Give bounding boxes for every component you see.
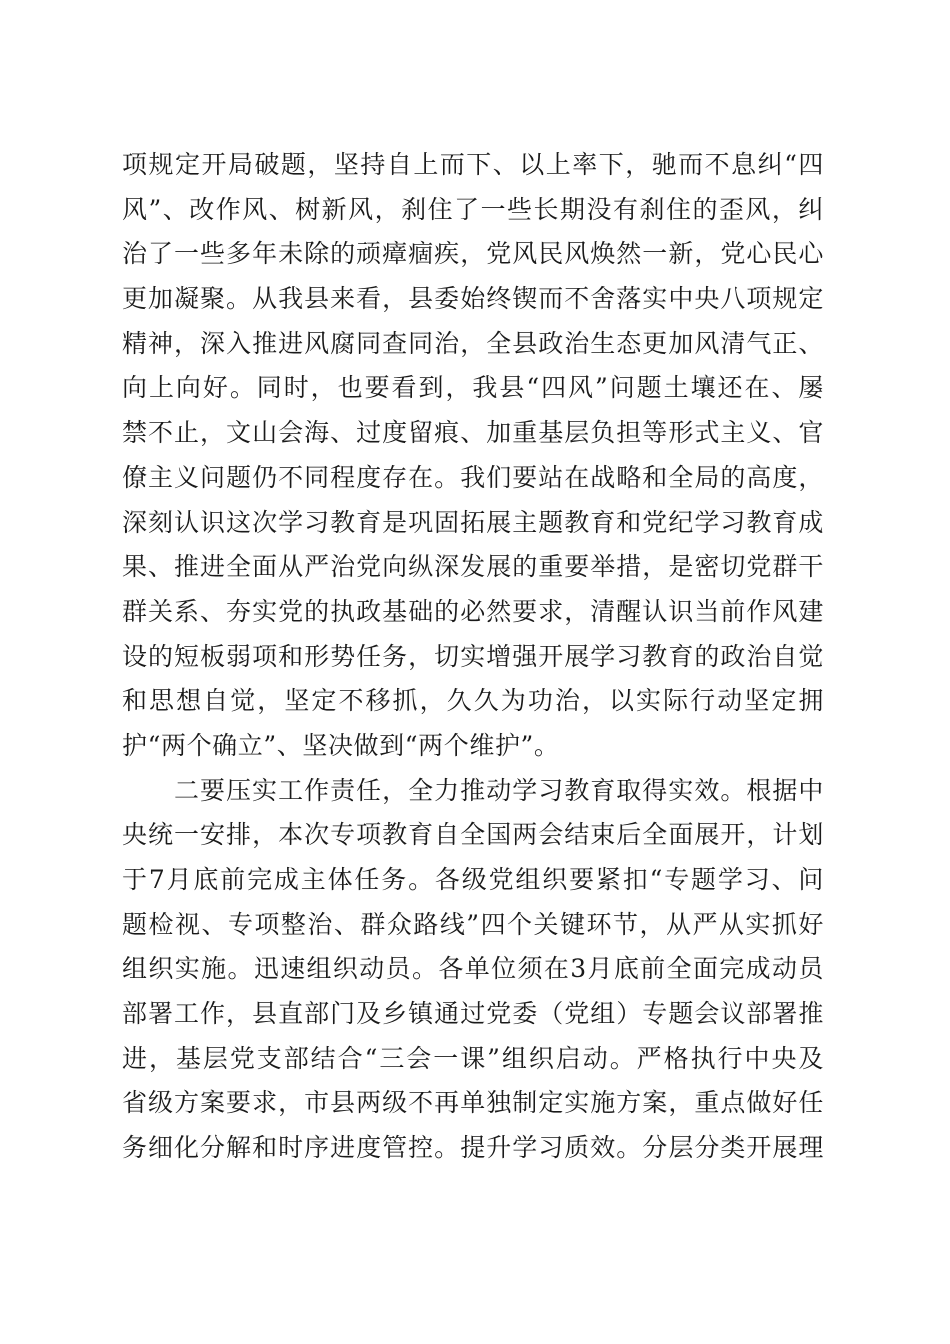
text-line: 省级方案要求，市县两级不再单独制定实施方案，重点做好任 bbox=[122, 1088, 824, 1118]
text-line: 部署工作，县直部门及乡镇通过党委（党组）专题会议部署推 bbox=[122, 999, 824, 1029]
text-line: 禁不止，文山会海、过度留痕、加重基层负担等形式主义、官 bbox=[122, 418, 824, 448]
text-line: 向上向好。同时，也要看到，我县“四风”问题土壤还在、屡 bbox=[122, 373, 824, 403]
text-line: 项规定开局破题，坚持自上而下、以上率下，驰而不息纠“四 bbox=[122, 150, 824, 179]
text-line: 风”、改作风、树新风，刹住了一些长期没有刹住的歪风，纠 bbox=[122, 194, 824, 224]
text-line: 于7月底前完成主体任务。各级党组织要紧扣“专题学习、问 bbox=[122, 865, 824, 894]
text-line: 央统一安排，本次专项教育自全国两会结束后全面展开，计划 bbox=[122, 820, 824, 850]
text-line: 组织实施。迅速组织动员。各单位须在3月底前全面完成动员 bbox=[122, 954, 824, 984]
text-line: 治了一些多年未除的顽瘴痼疾，党风民风焕然一新，党心民心 bbox=[122, 239, 824, 269]
text-line: 果、推进全面从严治党向纵深发展的重要举措，是密切党群干 bbox=[122, 552, 824, 582]
text-line: 和思想自觉，坚定不移抓，久久为功治，以实际行动坚定拥 bbox=[122, 686, 824, 716]
text-line: 题检视、专项整治、群众路线”四个关键环节，从严从实抓好 bbox=[122, 909, 824, 939]
text-line: 僚主义问题仍不同程度存在。我们要站在战略和全局的高度， bbox=[122, 462, 824, 492]
body-text bbox=[122, 143, 824, 1171]
text-line: 精神，深入推进风腐同查同治，全县政治生态更加风清气正、 bbox=[122, 328, 824, 358]
text-line: 深刻认识这次学习教育是巩固拓展主题教育和党纪学习教育成 bbox=[122, 507, 824, 537]
text-line: 群关系、夯实党的执政基础的必然要求，清醒认识当前作风建 bbox=[122, 596, 824, 626]
paragraph-start-line: 二要压实工作责任，全力推动学习教育取得实效。根据中 bbox=[174, 775, 824, 805]
text-line: 进，基层党支部结合“三会一课”组织启动。严格执行中央及 bbox=[122, 1043, 824, 1073]
text-line: 更加凝聚。从我县来看，县委始终锲而不舍落实中央八项规定 bbox=[122, 284, 824, 314]
text-line: 护“两个确立”、坚决做到“两个维护”。 bbox=[122, 730, 560, 760]
text-line: 务细化分解和时序进度管控。提升学习质效。分层分类开展理 bbox=[122, 1133, 824, 1163]
text-line: 设的短板弱项和形势任务，切实增强开展学习教育的政治自觉 bbox=[122, 641, 824, 671]
